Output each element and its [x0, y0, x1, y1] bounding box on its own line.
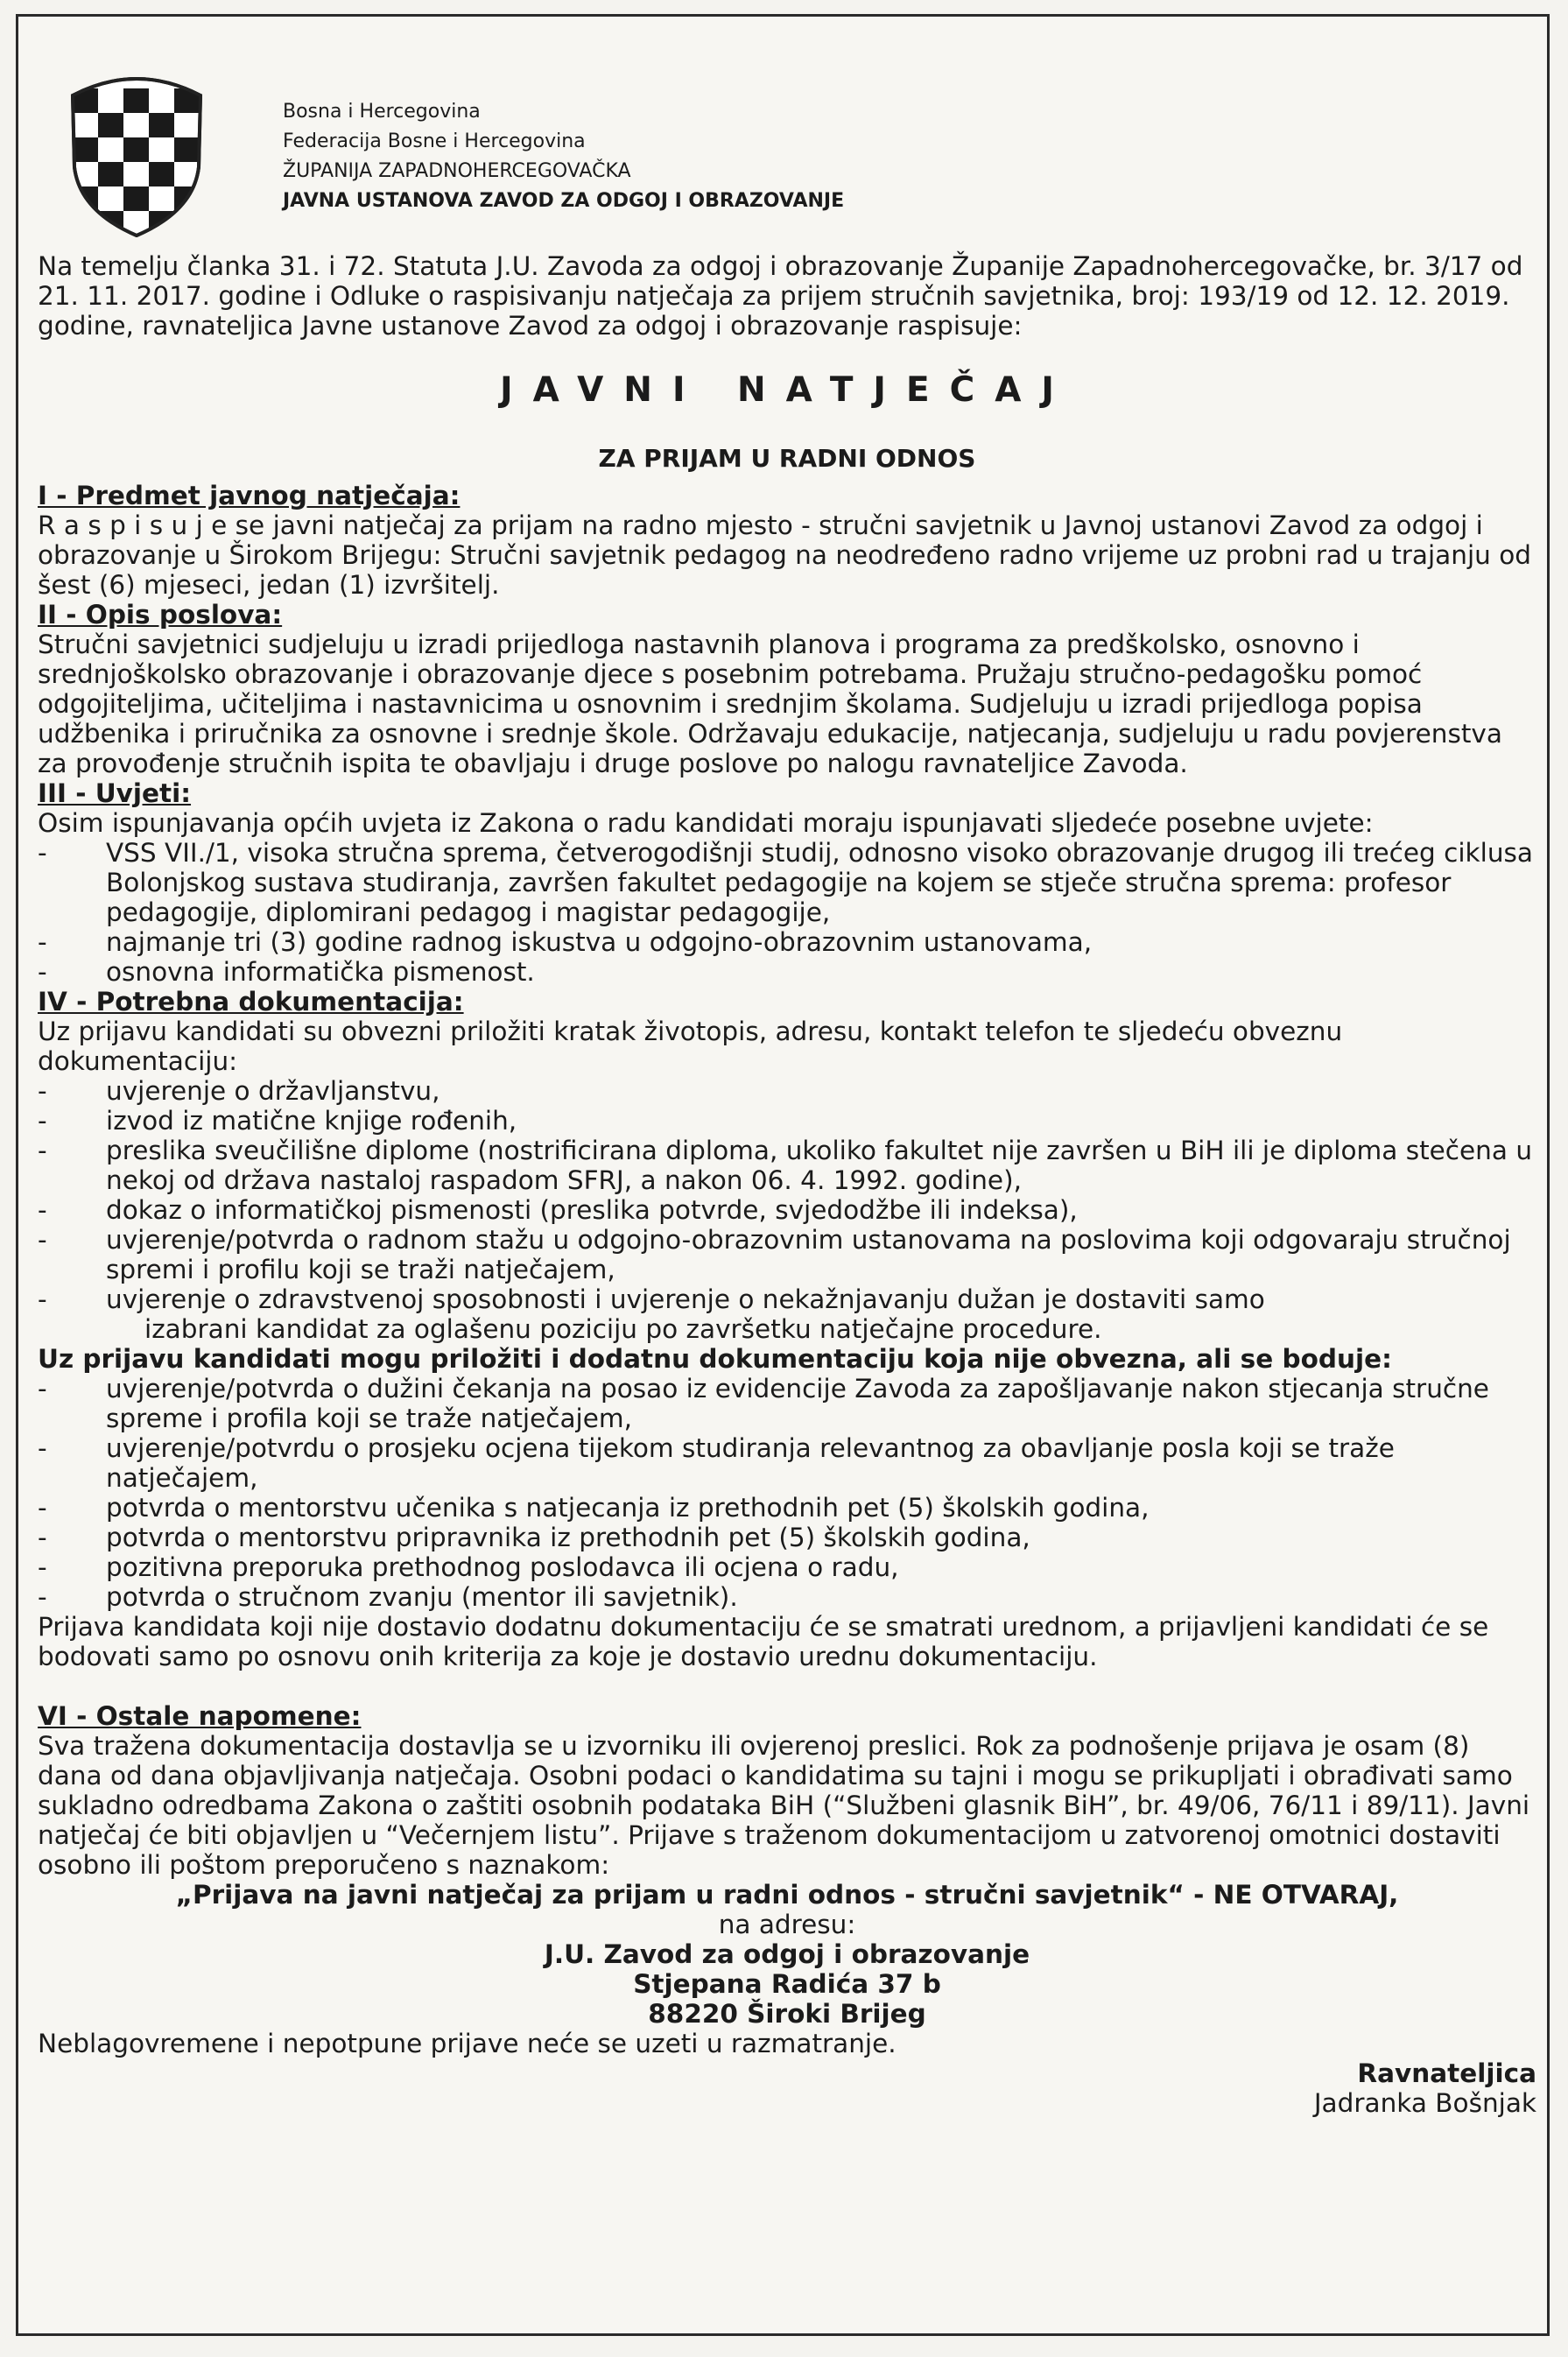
- list-item: - potvrda o stručnom zvanju (mentor ili savjetnik).: [38, 1582, 738, 1612]
- coat-of-arms-icon: [45, 62, 229, 237]
- signature-name: Jadranka Bošnjak: [1313, 2088, 1536, 2118]
- section-1-heading: I - Predmet javnog natječaja:: [38, 481, 461, 510]
- list-item: - dokaz o informatičkoj pismenosti (preslika potvrde, svjedodžbe ili indeksa),: [38, 1195, 1078, 1225]
- intro-paragraph: Na temelju članka 31. i 72. Statuta J.U. Zavoda za odgoj i obrazovanje Županije Zapadnohercegovačke, br. 3/17 od 21. 11. 2017. godine i Odluke o raspisivanju natječaja za prijem stručnih savjetnika, broj: 193/19 od 12. 12. 2019. godine, ravnateljica Javne ustanove Zavod za odgoj i obrazovanje raspisuje:: [38, 251, 1523, 341]
- list-item: - preslika sveučilišne diplome (nostrificirana diploma, ukoliko fakultet nije završen u BiH ili je diploma stečena u nekoj od država nastaloj raspadom SFRJ, a nakon 06. 4. 1992. godine),: [38, 1136, 1533, 1195]
- envelope-marking: „Prijava na javni natječaj za prijam u radni odnos - stručni savjetnik“ - NE OTVARAJ,: [175, 1880, 1399, 1910]
- page-subtitle: ZA PRIJAM U RADNI ODNOS: [598, 444, 976, 473]
- list-item: - potvrda o mentorstvu učenika s natjecanja iz prethodnih pet (5) školskih godina,: [38, 1493, 1150, 1523]
- list-item: - uvjerenje/potvrdu o prosjeku ocjena tijekom studiranja relevantnog za obavljanje posla koji se traže natječajem,: [38, 1433, 1395, 1493]
- issuer-institution: JAVNA USTANOVA ZAVOD ZA ODGOJ I OBRAZOVANJE: [283, 190, 845, 212]
- address-intro: na adresu:: [718, 1910, 856, 1939]
- list-item-continuation: izabrani kandidat za oglašenu poziciju po završetku natječajne procedure.: [144, 1314, 1102, 1344]
- list-item: - uvjerenje o državljanstvu,: [38, 1076, 440, 1106]
- notice-page: [16, 14, 1550, 2336]
- section-1-text: R a s p i s u j e se javni natječaj za prijam na radno mjesto - stručni savjetnik u Javnoj ustanovi Zavod za odgoj i obrazovanje u Širokom Brijegu: Stručni savjetnik pedagog na neodređeno radno vrijeme uz probni rad u trajanju od šest (6) mjeseci, jedan (1) izvršitelj.: [38, 510, 1531, 600]
- page-title: JAVNI NATJEČAJ: [500, 370, 1074, 410]
- section-3-heading: III - Uvjeti:: [38, 778, 192, 808]
- list-item: - osnovna informatička pismenost.: [38, 957, 535, 987]
- closing-note: Neblagovremene i nepotpune prijave neće se uzeti u razmatranje.: [38, 2029, 897, 2058]
- section-5-heading: Uz prijavu kandidati mogu priložiti i dodatnu dokumentaciju koja nije obvezna, ali se boduje:: [38, 1344, 1392, 1374]
- issuer-federation: Federacija Bosne i Hercegovina: [283, 130, 586, 152]
- section-5-note: Prijava kandidata koji nije dostavio dodatnu dokumentaciju će se smatrati urednom, a prijavljeni kandidati će se bodovati samo po osnovu onih kriterija za koje je dostavio urednu dokumentaciju.: [38, 1612, 1489, 1671]
- list-item: - VSS VII./1, visoka stručna sprema, četverogodišnji studij, odnosno visoko obrazovanje drugog ili trećeg ciklusa Bolonjskog sustava studiranja, završen fakultet pedagogije na kojem se stječe stručna sprema: profesor pedagogije, diplomirani pedagog i magistar pedagogije,: [38, 838, 1533, 927]
- issuer-block: [283, 97, 844, 216]
- list-item: - uvjerenje o zdravstvenoj sposobnosti i uvjerenje o nekažnjavanju dužan je dostaviti samo: [38, 1284, 1265, 1314]
- list-item: - izvod iz matične knjige rođenih,: [38, 1106, 517, 1136]
- address-street: Stjepana Radića 37 b: [633, 1969, 941, 1999]
- address-city: 88220 Široki Brijeg: [648, 1999, 926, 2029]
- signature-role: Ravnateljica: [1357, 2058, 1536, 2088]
- list-item: - pozitivna preporuka prethodnog poslodavca ili ocjena o radu,: [38, 1552, 899, 1582]
- list-item: - uvjerenje/potvrda o dužini čekanja na posao iz evidencije Zavoda za zapošljavanje nakon stjecanja stručne spreme i profila koji se traže natječajem,: [38, 1374, 1489, 1433]
- section-2-text: Stručni savjetnici sudjeluju u izradi prijedloga nastavnih planova i programa za predškolsko, osnovno i srednjoškolsko obrazovanje i obrazovanje djece s posebnim potrebama. Pružaju stručno-pedagošku pomoć odgojiteljima, učiteljima i nastavnicima u osnovnim i srednjim školama. Sudjeluju u izradi prijedloga popisa udžbenika i priručnika za osnovne i srednje škole. Održavaju edukacije, natjecanja, sudjeluju u radu povjerenstva za provođenje stručnih ispita te obavljaju i druge poslove po nalogu ravnateljice Zavoda.: [38, 630, 1502, 778]
- section-2-heading: II - Opis poslova:: [38, 600, 283, 630]
- list-item: - najmanje tri (3) godine radnog iskustva u odgojno-obrazovnim ustanovama,: [38, 927, 1093, 957]
- issuer-canton: ŽUPANIJA ZAPADNOHERCEGOVAČKA: [283, 160, 631, 182]
- section-6-text: Sva tražena dokumentacija dostavlja se u izvorniku ili ovjerenoj preslici. Rok za podnošenje prijava je osam (8) dana od dana objavljivanja natječaja. Osobni podaci o kandidatima su tajni i mogu se prikupljati i obrađivati samo sukladno odredbama Zakona o zaštiti osobnih podataka BiH (“Službeni glasnik BiH”, br. 49/06, 76/11 i 89/11). Javni natječaj će biti objavljen u “Večernjem listu”. Prijave s traženom dokumentacijom u zatvorenoj omotnici dostaviti osobno ili poštom preporučeno s naznakom:: [38, 1731, 1530, 1880]
- section-4-text: Uz prijavu kandidati su obvezni priložiti kratak životopis, adresu, kontakt telefon te sljedeću obveznu dokumentaciju:: [38, 1017, 1343, 1076]
- header: [45, 62, 1533, 237]
- list-item: - uvjerenje/potvrda o radnom stažu u odgojno-obrazovnim ustanovama na poslovima koji odgovaraju stručnoj spremi i profilu koji se traži natječajem,: [38, 1225, 1511, 1284]
- notice-body: [38, 251, 1536, 2118]
- issuer-country: Bosna i Hercegovina: [283, 101, 481, 123]
- section-6-heading: VI - Ostale napomene:: [38, 1701, 362, 1731]
- section-4-heading: IV - Potrebna dokumentacija:: [38, 987, 464, 1017]
- address-institution: J.U. Zavod za odgoj i obrazovanje: [544, 1939, 1030, 1969]
- section-3-text: Osim ispunjavanja općih uvjeta iz Zakona o radu kandidati moraju ispunjavati sljedeće posebne uvjete:: [38, 808, 1374, 838]
- list-item: - potvrda o mentorstvu pripravnika iz prethodnih pet (5) školskih godina,: [38, 1523, 1030, 1552]
